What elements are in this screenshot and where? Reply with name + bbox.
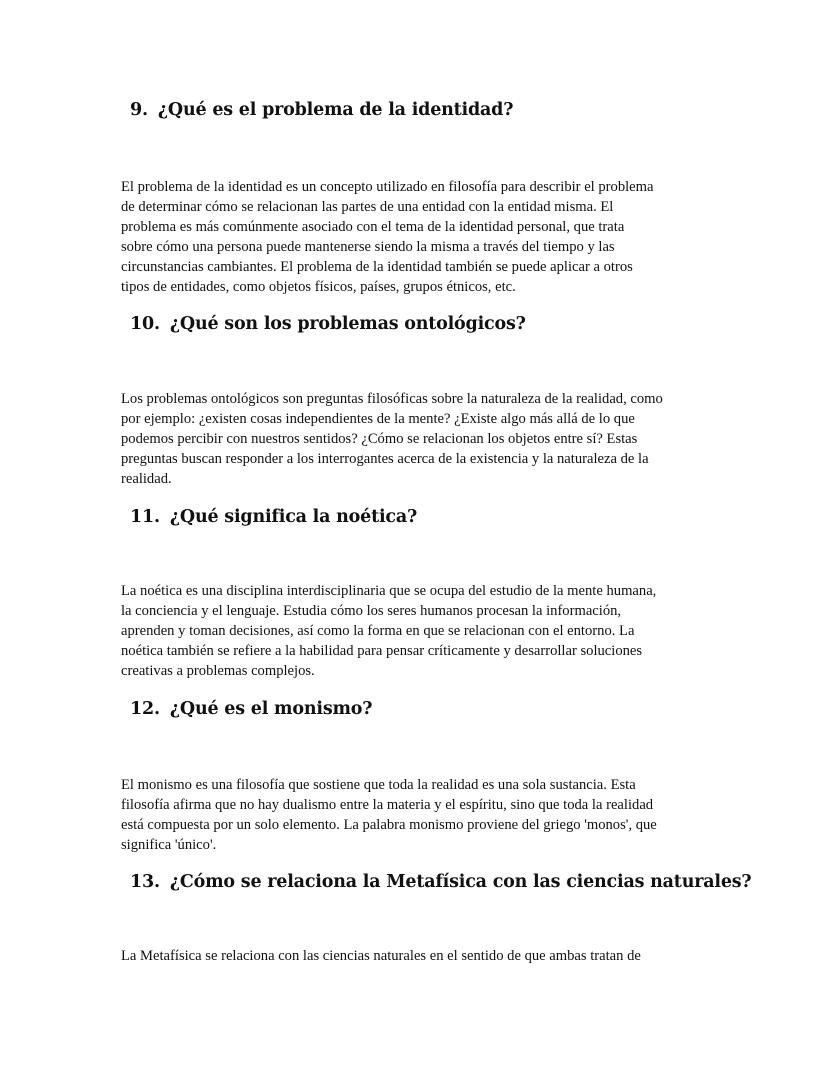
paragraph-line: aprenden y toman decisiones, así como la forma en que se relacionan con el entorno. La bbox=[121, 623, 635, 640]
paragraph-line: Los problemas ontológicos son preguntas filosóficas sobre la naturaleza de la realidad, como bbox=[121, 391, 663, 407]
paragraph-line: problema es más comúnmente asociado con el tema de la identidad personal, que trata bbox=[121, 219, 625, 236]
section-paragraph-12 bbox=[121, 775, 711, 855]
section-number: 9. bbox=[130, 100, 148, 120]
paragraph-line: El monismo es una filosofía que sostiene que toda la realidad es una sola sustancia. Esta bbox=[121, 777, 636, 793]
section-heading-10 bbox=[130, 312, 526, 336]
section-title: ¿Qué es el monismo? bbox=[169, 699, 373, 719]
section-paragraph-13 bbox=[121, 946, 711, 966]
paragraph-line: la conciencia y el lenguaje. Estudia cómo los seres humanos procesan la información, bbox=[121, 603, 622, 620]
paragraph-line: está compuesta por un solo elemento. La palabra monismo proviene del griego 'monos', que bbox=[121, 817, 657, 834]
section-heading-9 bbox=[130, 98, 513, 122]
section-paragraph-11 bbox=[121, 581, 711, 681]
paragraph-line: realidad. bbox=[121, 471, 172, 488]
paragraph-line: tipos de entidades, como objetos físicos, países, grupos étnicos, etc. bbox=[121, 279, 516, 296]
paragraph-line: noética también se refiere a la habilidad para pensar críticamente y desarrollar soluciones bbox=[121, 643, 643, 660]
section-heading-11 bbox=[130, 505, 417, 529]
section-title: ¿Cómo se relaciona la Metafísica con las ciencias naturales? bbox=[169, 872, 752, 892]
paragraph-line: significa 'único'. bbox=[121, 837, 217, 854]
paragraph-line: podemos percibir con nuestros sentidos? ¿Cómo se relacionan los objetos entre sí? Estas bbox=[121, 431, 638, 448]
section-number: 13. bbox=[130, 872, 160, 892]
paragraph-line: por ejemplo: ¿existen cosas independientes de la mente? ¿Existe algo más allá de lo que bbox=[121, 411, 635, 428]
section-title: ¿Qué son los problemas ontológicos? bbox=[169, 314, 526, 334]
paragraph-line: circunstancias cambiantes. El problema de la identidad también se puede aplicar a otros bbox=[121, 259, 633, 276]
paragraph-line: creativas a problemas complejos. bbox=[121, 663, 315, 680]
section-heading-12 bbox=[130, 697, 372, 721]
section-number: 10. bbox=[130, 314, 160, 334]
section-paragraph-9 bbox=[121, 177, 711, 298]
paragraph-line: filosofía afirma que no hay dualismo entre la materia y el espíritu, sino que toda la realidad bbox=[121, 797, 654, 814]
section-number: 11. bbox=[130, 507, 160, 527]
paragraph-line: La noética es una disciplina interdisciplinaria que se ocupa del estudio de la mente humana, bbox=[121, 583, 657, 599]
paragraph-line: La Metafísica se relaciona con las ciencias naturales en el sentido de que ambas tratan de bbox=[121, 948, 641, 964]
section-title: ¿Qué significa la noética? bbox=[169, 507, 418, 527]
section-heading-13 bbox=[130, 870, 751, 894]
paragraph-line: sobre cómo una persona puede mantenerse siendo la misma a través del tiempo y las bbox=[121, 239, 615, 256]
section-number: 12. bbox=[130, 699, 160, 719]
paragraph-line: de determinar cómo se relacionan las partes de una entidad con la entidad misma. El bbox=[121, 199, 614, 216]
paragraph-line: El problema de la identidad es un concepto utilizado en filosofía para describir el problema bbox=[121, 179, 654, 195]
section-paragraph-10 bbox=[121, 389, 711, 489]
paragraph-line: preguntas buscan responder a los interrogantes acerca de la existencia y la naturaleza de la bbox=[121, 451, 649, 468]
section-title: ¿Qué es el problema de la identidad? bbox=[157, 100, 514, 120]
